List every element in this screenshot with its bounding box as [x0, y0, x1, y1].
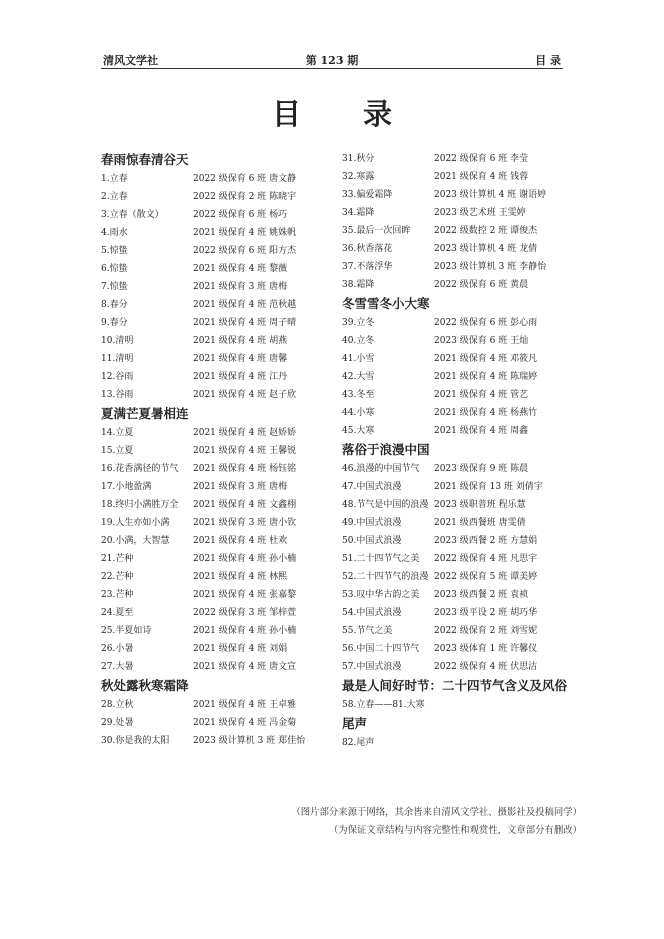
entry-title: 43.冬至 — [342, 390, 375, 400]
toc-left-column — [101, 150, 341, 750]
entry-title: 49.中国式浪漫 — [342, 518, 402, 528]
entry-author: 2022 级保育 6 班 杨巧 — [193, 210, 288, 220]
entry-title: 21.芒种 — [101, 554, 134, 564]
toc-entry — [101, 550, 341, 568]
entry-title: 15.立夏 — [101, 446, 134, 456]
entry-author: 2022 级保育 6 班 阳方杰 — [193, 246, 297, 256]
entry-title: 12.谷雨 — [101, 372, 134, 382]
entry-author: 2023 级计算机 3 班 郑佳怡 — [193, 736, 306, 746]
entry-author: 2021 级保育 4 班 杨钰铭 — [193, 464, 297, 474]
toc-entry — [342, 550, 582, 568]
entry-title: 58.立春——81.大寒 — [342, 700, 425, 710]
section-heading: 尾声 — [342, 716, 368, 731]
toc-entry — [101, 696, 341, 714]
entry-title: 25.半夏如诗 — [101, 626, 152, 636]
entry-author: 2021 级保育 4 班 钱蓉 — [434, 172, 529, 182]
toc-entry — [101, 732, 341, 750]
entry-author: 2023 级职普班 程乐慧 — [434, 500, 526, 510]
toc-entry — [342, 168, 582, 186]
toc-entry — [101, 478, 341, 496]
entry-title: 50.中国式浪漫 — [342, 536, 402, 546]
entry-author: 2022 级保育 6 班 李莹 — [434, 154, 529, 164]
toc-entry — [101, 514, 341, 532]
section-heading: 落俗于浪漫中国 — [342, 442, 430, 457]
entry-author: 2021 级保育 4 班 赵子欣 — [193, 390, 297, 400]
page-title: 目 录 — [271, 97, 419, 131]
entry-title: 6.惊蛰 — [101, 264, 128, 274]
entry-title: 54.中国式浪漫 — [342, 608, 402, 618]
section-heading: 秋处露秋寒霜降 — [101, 678, 189, 693]
toc-entry — [342, 640, 582, 658]
toc-entry — [342, 586, 582, 604]
toc-entry — [342, 386, 582, 404]
entry-title: 56.中国二十四节气 — [342, 644, 420, 654]
entry-author: 2021 级保育 3 班 唐梅 — [193, 282, 288, 292]
entry-title: 82.尾声 — [342, 738, 375, 748]
entry-title: 26.小暑 — [101, 644, 134, 654]
entry-author: 2021 级保育 4 班 王卓雅 — [193, 700, 297, 710]
entry-title: 24.夏至 — [101, 608, 134, 618]
entry-author: 2021 级保育 4 班 王馨锐 — [193, 446, 297, 456]
entry-author: 2021 级保育 4 班 黎薇 — [193, 264, 288, 274]
toc-entry — [101, 296, 341, 314]
entry-author: 2021 级保育 3 班 唐梅 — [193, 482, 288, 492]
toc-entry — [101, 586, 341, 604]
entry-author: 2021 级保育 4 班 周子晴 — [193, 318, 297, 328]
image-credit-note: （图片部分来源于网络，其余皆来自清风文学社、摄影社及投稿同学） — [291, 807, 582, 818]
toc-entry — [101, 224, 341, 242]
entry-author: 2021 级保育 4 班 张嘉黎 — [193, 590, 297, 600]
entry-author: 2023 级平设 2 班 胡巧华 — [434, 608, 538, 618]
toc-entry — [101, 350, 341, 368]
entry-title: 48.节气是中国的浪漫 — [342, 500, 429, 510]
entry-author: 2021 级保育 3 班 唐小钦 — [193, 518, 297, 528]
entry-title: 35.最后一次回眸 — [342, 226, 411, 236]
entry-author: 2023 级计算机 3 班 李静怡 — [434, 262, 547, 272]
toc-entry — [342, 258, 582, 276]
entry-author: 2022 级保育 6 班 彭心雨 — [434, 318, 538, 328]
entry-title: 51.二十四节气之美 — [342, 554, 420, 564]
toc-entry — [101, 170, 341, 188]
toc-entry — [342, 186, 582, 204]
toc-entry — [342, 460, 582, 478]
toc-entry — [342, 734, 582, 752]
entry-title: 13.谷雨 — [101, 390, 134, 400]
entry-author: 2021 级保育 4 班 唐馨 — [193, 354, 288, 364]
toc-entry — [342, 622, 582, 640]
entry-title: 18.终归小满胜万全 — [101, 500, 179, 510]
entry-author: 2021 级保育 4 班 江丹 — [193, 372, 288, 382]
issue-number: 第 123 期 — [305, 54, 359, 67]
entry-author: 2021 级保育 4 班 周鑫 — [434, 426, 529, 436]
entry-title: 27.大暑 — [101, 662, 134, 672]
toc-entry — [101, 640, 341, 658]
entry-author: 2022 级保育 3 班 邹梓萱 — [193, 608, 297, 618]
entry-author: 2022 级数控 2 班 谭俊杰 — [434, 226, 538, 236]
entry-author: 2021 级保育 4 班 范秋越 — [193, 300, 297, 310]
entry-author: 2021 级保育 4 班 孙小楠 — [193, 554, 297, 564]
toc-entry — [342, 422, 582, 440]
toc-entry — [101, 314, 341, 332]
entry-title: 16.花香满径的节气 — [101, 464, 179, 474]
entry-author: 2022 级保育 4 班 凡思宇 — [434, 554, 538, 564]
section-heading: 夏满芒夏暑相连 — [101, 406, 189, 421]
toc-entry — [342, 368, 582, 386]
entry-author: 2021 级保育 4 班 孙小楠 — [193, 626, 297, 636]
toc-entry — [101, 658, 341, 676]
section-heading: 春雨惊春清谷天 — [101, 152, 189, 167]
entry-title: 53.叹中华古韵之美 — [342, 590, 420, 600]
entry-title: 45.大寒 — [342, 426, 375, 436]
entry-title: 42.大雪 — [342, 372, 375, 382]
toc-entry — [342, 568, 582, 586]
entry-author: 2021 级西餐班 唐雯倩 — [434, 518, 526, 528]
entry-title: 19.人生亦如小满 — [101, 518, 170, 528]
toc-entry — [101, 714, 341, 732]
entry-title: 2.立春 — [101, 192, 128, 202]
toc-entry — [342, 658, 582, 676]
toc-entry — [101, 604, 341, 622]
edit-note: （为保证文章结构与内容完整性和观赏性，文章部分有删改） — [328, 825, 582, 836]
toc-entry — [101, 442, 341, 460]
entry-title: 10.清明 — [101, 336, 134, 346]
toc-entry — [101, 496, 341, 514]
section-heading: 最是人间好时节：二十四节气含义及风俗 — [342, 678, 568, 693]
toc-entry — [101, 332, 341, 350]
toc-entry — [342, 222, 582, 240]
entry-title: 55.节气之美 — [342, 626, 393, 636]
toc-entry — [342, 604, 582, 622]
toc-right-column — [342, 150, 582, 752]
entry-author: 2023 级计算机 4 班 谢语婷 — [434, 190, 547, 200]
toc-entry — [342, 350, 582, 368]
entry-title: 46.浪漫的中国节气 — [342, 464, 420, 474]
entry-title: 28.立秋 — [101, 700, 134, 710]
entry-title: 1.立春 — [101, 174, 128, 184]
toc-entry — [342, 514, 582, 532]
entry-author: 2021 级保育 4 班 杨燕竹 — [434, 408, 538, 418]
entry-title: 9.春分 — [101, 318, 128, 328]
toc-entry — [101, 386, 341, 404]
entry-title: 44.小寒 — [342, 408, 375, 418]
toc-entry — [101, 622, 341, 640]
entry-author: 2022 级保育 6 班 唐文静 — [193, 174, 297, 184]
toc-entry — [101, 278, 341, 296]
entry-title: 37.不落浮华 — [342, 262, 393, 272]
entry-title: 29.处暑 — [101, 718, 134, 728]
entry-title: 33.偏爱霜降 — [342, 190, 393, 200]
entry-author: 2022 级保育 2 班 陈晓宇 — [193, 192, 297, 202]
entry-title: 22.芒种 — [101, 572, 134, 582]
toc-entry — [101, 260, 341, 278]
toc-entry — [101, 460, 341, 478]
entry-author: 2021 级保育 4 班 唐文宣 — [193, 662, 297, 672]
toc-entry — [101, 532, 341, 550]
toc-entry — [101, 368, 341, 386]
entry-title: 40.立冬 — [342, 336, 375, 346]
entry-author: 2021 级保育 4 班 文鑫栩 — [193, 500, 297, 510]
toc-entry — [342, 314, 582, 332]
entry-author: 2023 级体育 1 班 许馨仪 — [434, 644, 538, 654]
entry-author: 2021 级保育 4 班 姚姝帆 — [193, 228, 297, 238]
entry-author: 2021 级保育 4 班 赵娇娇 — [193, 428, 297, 438]
entry-author: 2023 级西餐 2 班 方慧娟 — [434, 536, 538, 546]
entry-author: 2021 级保育 4 班 冯金菊 — [193, 718, 297, 728]
entry-author: 2021 级保育 4 班 林熙 — [193, 572, 288, 582]
entry-author: 2021 级保育 4 班 管艺 — [434, 390, 529, 400]
entry-author: 2023 级西餐 2 班 袁祯 — [434, 590, 529, 600]
entry-author: 2023 级艺术班 王雯婷 — [434, 208, 526, 218]
section-heading: 冬雪雪冬小大寒 — [342, 296, 430, 311]
section-name: 目 录 — [535, 54, 561, 67]
entry-title: 14.立夏 — [101, 428, 134, 438]
entry-title: 36.秋香落花 — [342, 244, 393, 254]
toc-entry — [101, 188, 341, 206]
entry-title: 8.春分 — [101, 300, 128, 310]
entry-author: 2021 级保育 4 班 杜欢 — [193, 536, 288, 546]
entry-author: 2021 级保育 4 班 刘娟 — [193, 644, 288, 654]
entry-title: 31.秋分 — [342, 154, 375, 164]
entry-author: 2023 级计算机 4 班 龙倩 — [434, 244, 538, 254]
toc-entry — [342, 696, 582, 714]
toc-entry — [342, 532, 582, 550]
toc-entry — [342, 276, 582, 294]
entry-author: 2022 级保育 4 班 伏思洁 — [434, 662, 538, 672]
entry-title: 11.清明 — [101, 354, 134, 364]
entry-title: 41.小雪 — [342, 354, 375, 364]
entry-title: 23.芒种 — [101, 590, 134, 600]
entry-title: 47.中国式浪漫 — [342, 482, 402, 492]
entry-author: 2021 级保育 4 班 邓筱凡 — [434, 354, 538, 364]
entry-author: 2022 级保育 6 班 黄晨 — [434, 280, 529, 290]
entry-author: 2022 级保育 5 班 谭美婷 — [434, 572, 538, 582]
entry-author: 2021 级保育 4 班 陈瑞婷 — [434, 372, 538, 382]
entry-title: 34.霜降 — [342, 208, 375, 218]
toc-entry — [342, 332, 582, 350]
entry-title: 39.立冬 — [342, 318, 375, 328]
society-name: 清风文学社 — [103, 54, 158, 67]
page-header — [101, 50, 563, 69]
entry-title: 7.惊蛰 — [101, 282, 128, 292]
toc-entry — [342, 496, 582, 514]
toc-entry — [101, 206, 341, 224]
toc-entry — [342, 404, 582, 422]
toc-entry — [101, 568, 341, 586]
entry-author: 2021 级保育 4 班 胡燕 — [193, 336, 288, 346]
entry-title: 52.二十四节气的浪漫 — [342, 572, 429, 582]
entry-title: 38.霜降 — [342, 280, 375, 290]
entry-author: 2023 级保育 6 班 王灿 — [434, 336, 529, 346]
toc-entry — [342, 478, 582, 496]
entry-title: 3.立春（散文） — [101, 210, 164, 220]
entry-title: 20.小满，大智慧 — [101, 536, 170, 546]
entry-title: 4.雨水 — [101, 228, 128, 238]
entry-author: 2021 级保育 13 班 刘倩宇 — [434, 482, 543, 492]
toc-entry — [101, 242, 341, 260]
entry-title: 32.寒露 — [342, 172, 375, 182]
toc-entry — [342, 240, 582, 258]
toc-entry — [342, 150, 582, 168]
entry-title: 17.小地盈满 — [101, 482, 152, 492]
toc-entry — [101, 424, 341, 442]
entry-title: 57.中国式浪漫 — [342, 662, 402, 672]
entry-title: 5.惊蛰 — [101, 246, 128, 256]
entry-author: 2023 级保育 9 班 陈晨 — [434, 464, 529, 474]
entry-author: 2022 级保育 2 班 刘雪妮 — [434, 626, 538, 636]
toc-entry — [342, 204, 582, 222]
entry-title: 30.你是我的太阳 — [101, 736, 170, 746]
